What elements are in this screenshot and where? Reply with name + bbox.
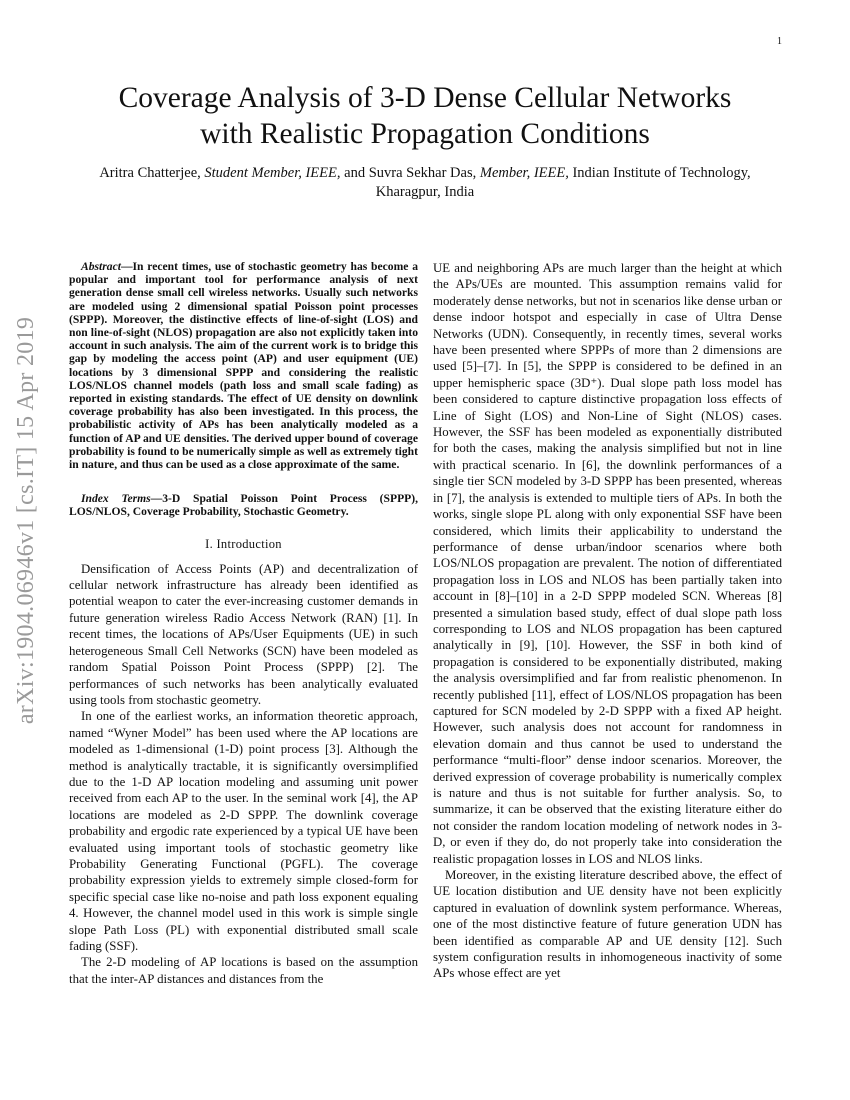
- left-column: [69, 260, 418, 987]
- index-terms-label: Index Terms: [81, 492, 151, 506]
- index-terms-text: —3-D Spatial Poisson Point Process (SPPP), LOS/NLOS, Coverage Probability, Stochastic Geometry.: [69, 492, 418, 519]
- introduction-body: [69, 561, 418, 988]
- paragraph: The 2-D modeling of AP locations is based on the assumption that the inter-AP distances and distances from the: [69, 955, 418, 986]
- section-heading-introduction: I. Introduction: [205, 536, 282, 551]
- paragraph-continued: UE and neighboring APs are much larger than the height at which the APs/UEs are mounted. This assumption remains valid for moderately dense networks, but not in scenarios like dense urban or dense indoor hotspot and especially in case of Ultra Dense Networks (UDN). Consequently, in recently times, several works have been presented where SPPPs of more than 2 dimensions are used [5]–[7]. In [5], the SPPP is considered to be defined in an upper hemispheric space (3D⁺). Dual slope path loss model has been considered to capture distinctive propagation loss effects of Line of Sight (LOS) and Non-Line of Sight (NLOS) cases. However, the SSF has been modeled as exponentially distributed for both the cases, making the analysis simplified but not in line with practical scenario. In [6], the downlink performances of a single tier SCN modeled by 3-D SPPP has been presented, whereas in [7], the analysis is extended to multiple tiers of APs. In both the works, single slope PL along with only exponential SSF have been considered, which limits their applicability to understand the performance of dense urban/indoor scenarios where both LOS/NLOS propagation are prevalent. The notion of differentiated propagation loss in LOS and NLOS has been partially taken into account in [8]–[10] in a 2-D SPPP modeled SCN. Whereas [8] presented a simulation based study, effect of dual slope path loss corresponding to LOS and NLOS propagation has been captured analytically in [9], [10]. However, the SSF in both kind of propagation is considered to be exponentially distributed, making the analysis oversimplified and far from realistic phenomenon. In recently published [11], effect of LOS/NLOS propagation has been captured for SCN modeled by 2-D SPPP with a fixed AP height. However, such analysis does not account for randomness in elevation domain and thus cannot be used to understand the performance “multi-floor” dense indoor scenarios. Moreover, the derived expression of coverage probability is numerically complex is nature and thus is not suitable for further analysis. So, to summarize, it can be observed that the existing literature either do not consider the random location modeling of network nodes in 3-D, or even if they do, do not properly take into consideration the realistic propagation losses in LOS and NLOS links.: [433, 261, 782, 866]
- abstract-label: Abstract: [81, 260, 121, 273]
- abstract-text: —In recent times, use of stochastic geometry has become a popular and important tool for performance analysis of next generation dense small cell wireless networks. Usually such networks are modeled using 2 dimensional spatial Poisson point processes (SPPP). Moreover, the distinctive effects of line-of-sight (LOS) and non line-of-sight (NLOS) propagation are also not explicitly taken into account in such analysis. The aim of the current work is to bridge this gap by modeling the access point (AP) and user equipment (UE) locations by 3 dimensional SPPP and considering the realistic LOS/NLOS channel models (path loss and small scale fading) as reported in existing standards. The effect of UE density on downlink coverage probability has also been investigated. In this process, the probabilistic activity of APs has been analytically modeled as a function of AP and UE densities. The derived upper bound of coverage probability is found to be numerically simple as well as extremely tight in nature, and thus can be used as a close approximate of the same.: [69, 260, 418, 472]
- author-2: and Suvra Sekhar Das,: [344, 165, 477, 181]
- arxiv-stamp-text: arXiv:1904.06946v1 [cs.IT] 15 Apr 2019: [13, 316, 40, 724]
- title-line-2: with Realistic Propagation Conditions: [200, 118, 650, 150]
- right-column: [433, 260, 782, 982]
- paper-title: [60, 80, 790, 152]
- page-number: 1: [777, 36, 782, 47]
- paragraph: In one of the earliest works, an information theoretic approach, named “Wyner Model” has been used where the AP locations are modeled as 1-dimensional (1-D) point process [3]. Although the method is analytically tractable, it is significantly oversimplified due to the 1-D AP location modeling and assuming unit power received from each AP to the user. In the seminal work [4], the AP locations are modeled as 2-D SPPP. The downlink coverage probability and ergodic rate experienced by a typical UE have been evaluated using important tools of stochastic geometry like Probability Generating Functional (PGFL). The coverage probability expression yields to extremely simple closed-form for specific special case like no-noise and path loss exponent equaling 4. However, the channel model used in this work is simple single slope Path Loss (PL) with exponential distributed small scale fading (SSF).: [69, 709, 418, 953]
- title-line-1: Coverage Analysis of 3-D Dense Cellular Networks: [118, 82, 732, 114]
- abstract: [69, 260, 418, 471]
- author-block: [66, 164, 784, 202]
- paragraph: Densification of Access Points (AP) and decentralization of cellular network infrastructure has already been identified as potential weapon to cater the ever-increasing customer demands in future generation wireless Radio Access Network (RAN) [1]. In recent times, the locations of APs/User Equipments (UE) in such heterogeneous Small Cell Networks (SCN) have been modeled as random Spatial Poisson Point Process (SPPP) [2]. The performances of such networks has been analytically evaluated using tools from stochastic geometry.: [69, 561, 418, 707]
- index-terms: [69, 492, 418, 518]
- author-2-membership: Member, IEEE,: [479, 165, 569, 181]
- arxiv-stamp: [2, 270, 52, 770]
- author-1: Aritra Chatterjee,: [99, 165, 201, 181]
- author-1-membership: Student Member, IEEE,: [204, 165, 341, 181]
- affiliation: Indian Institute of Technology, Kharagpur, India: [375, 165, 751, 200]
- paragraph: Moreover, in the existing literature described above, the effect of UE location distibution and UE density have not been explicitly captured in evaluation of downlink system performance. Whereas, one of the most distinctive feature of future generation UDN has been identified as comparable AP and UE density [12]. Such system configuration results in inhomogeneous inactivity of some APs whose effect are yet: [433, 868, 782, 981]
